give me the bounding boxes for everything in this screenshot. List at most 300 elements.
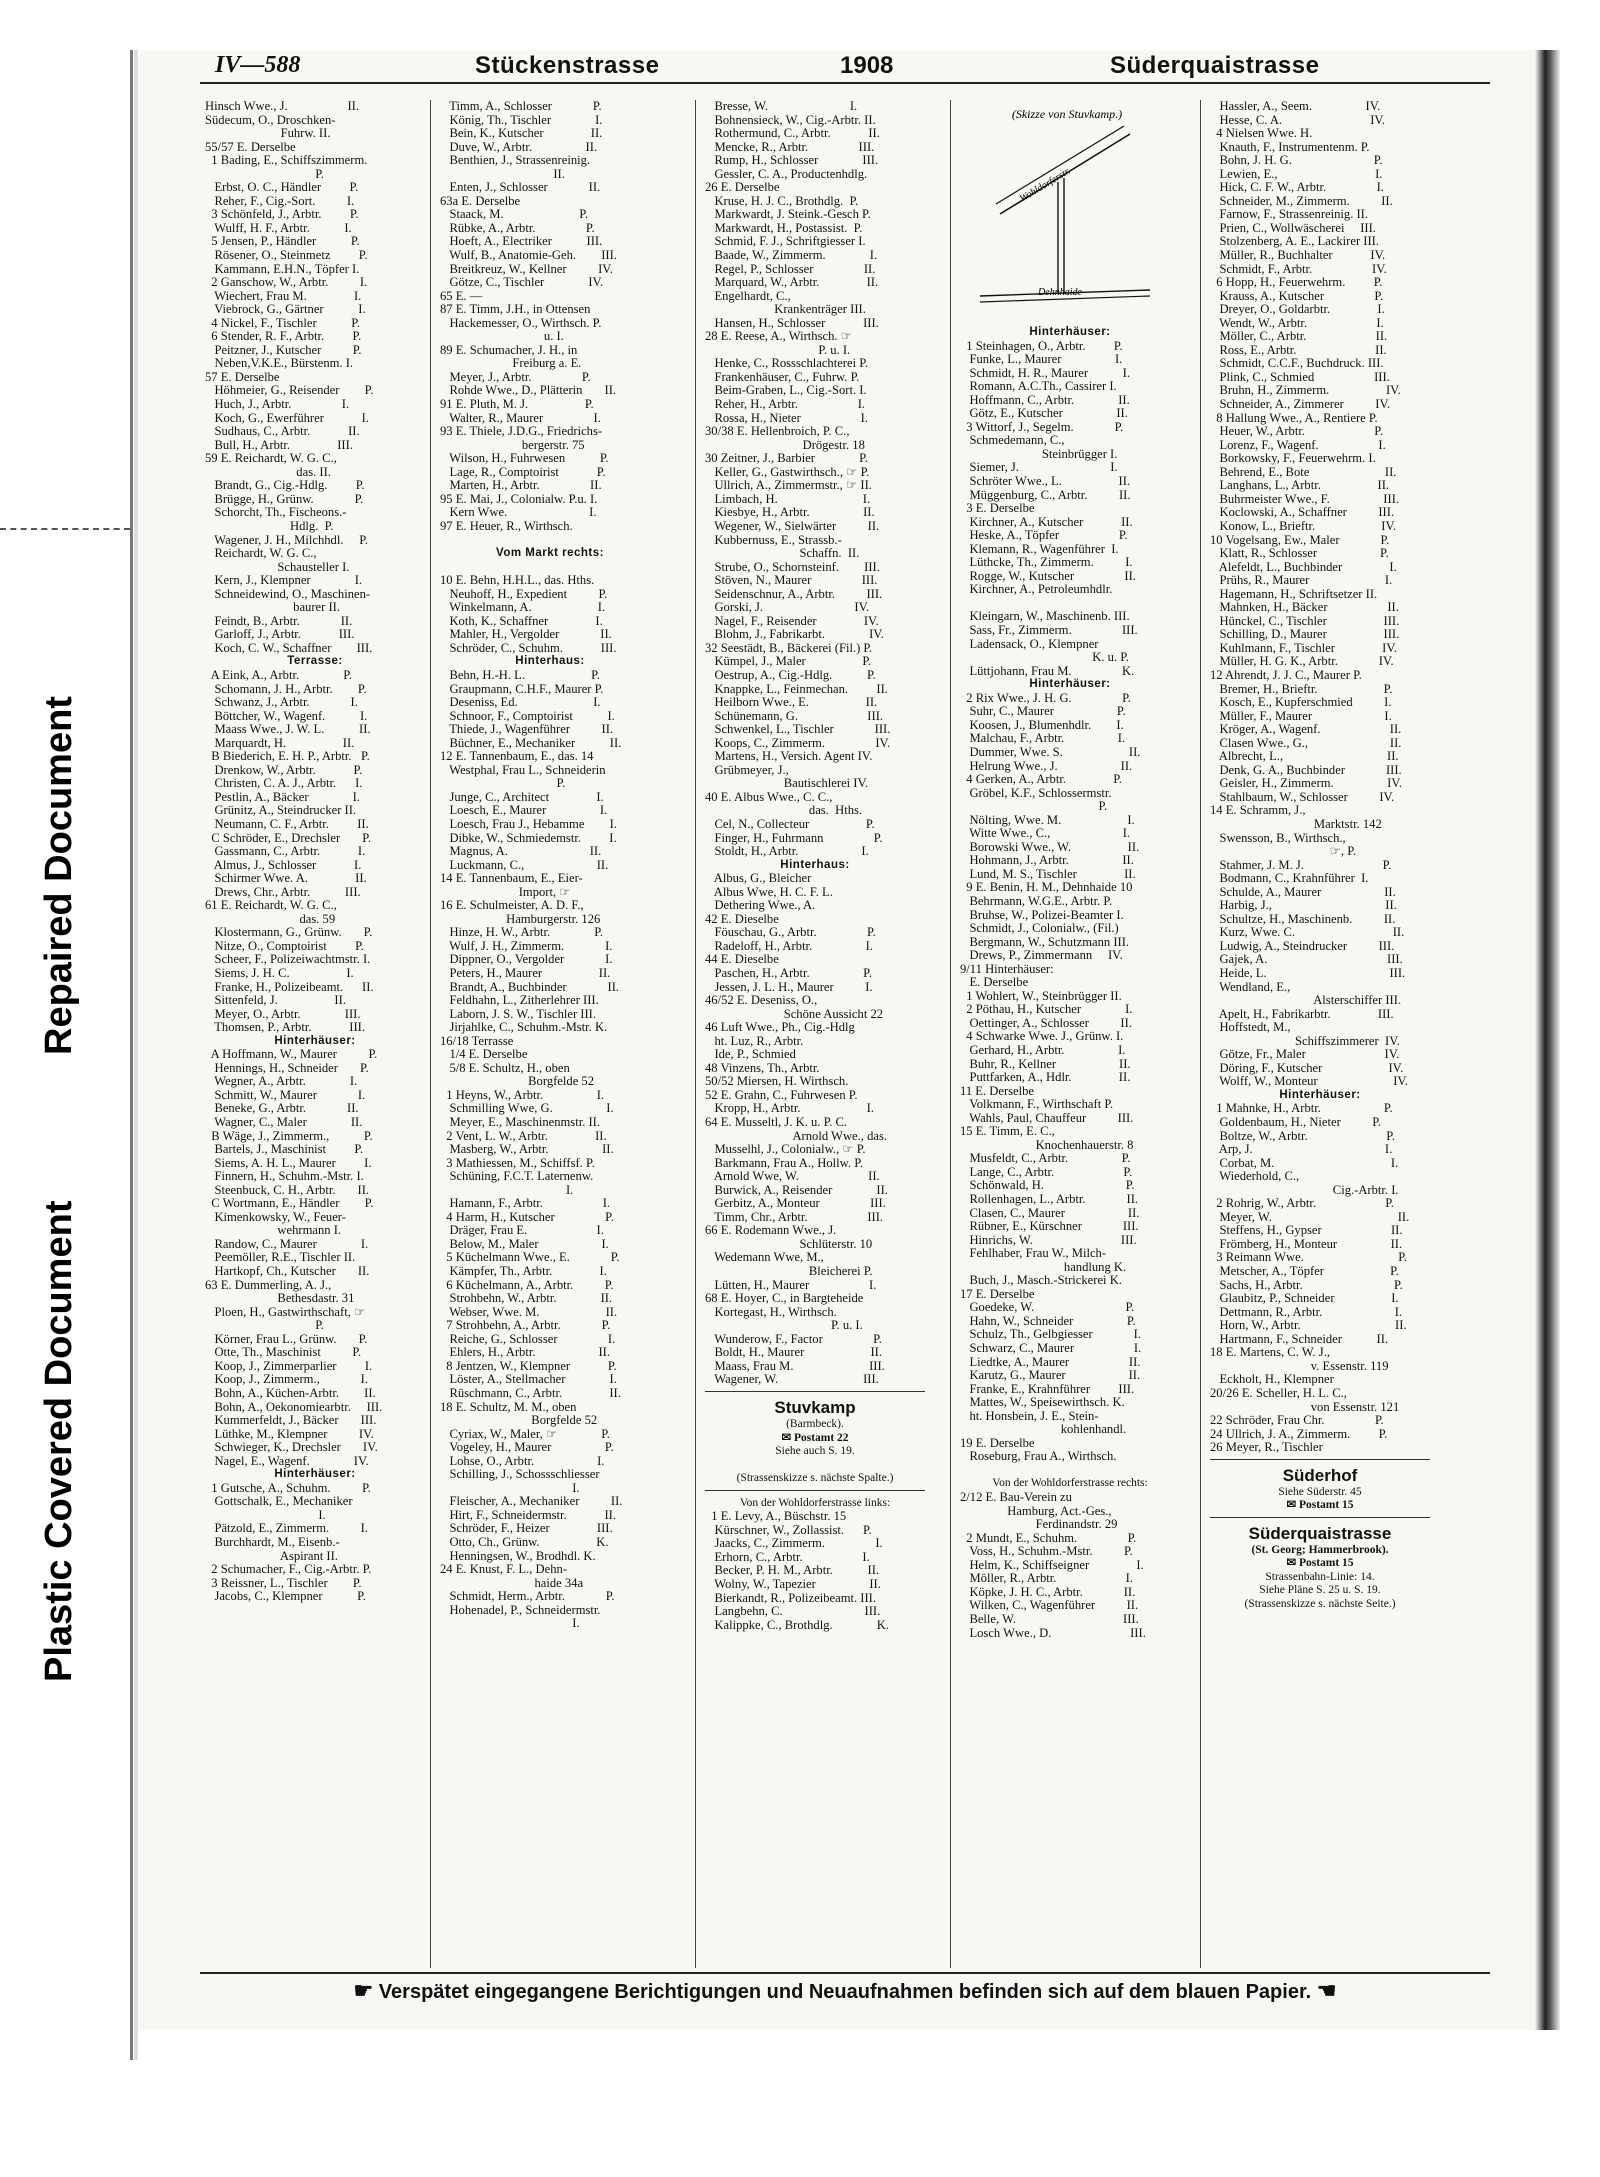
directory-entry: Buhr, R., Kellner II. xyxy=(960,1057,1131,1071)
directory-entry: Prühs, R., Maurer I. xyxy=(1210,574,1393,588)
footer-note xyxy=(200,1978,1490,2004)
directory-entry: 28 E. Reese, A., Wirthsch. ☞ xyxy=(705,330,852,344)
directory-entry: (St. Georg; Hammerbrook). xyxy=(1251,1543,1389,1556)
directory-entry: Wolny, W., Tapezier II. xyxy=(705,1577,881,1591)
directory-entry: 2 Rohrig, W., Arbtr. P. xyxy=(1210,1197,1395,1211)
directory-entry: Hassler, A., Seem. IV. xyxy=(1210,100,1381,113)
directory-entry: 5 Küchelmann Wwe., E. P. xyxy=(440,1251,620,1265)
directory-entry: Bremer, H., Brieftr. P. xyxy=(1210,682,1393,696)
directory-entry: Götze, C., Tischler IV. xyxy=(440,276,604,290)
directory-entry: bergerstr. 75 xyxy=(440,438,585,452)
directory-entry: Schirmer Wwe. A. II. xyxy=(205,872,367,886)
directory-entry: 4 Nielsen Wwe. H. xyxy=(1210,127,1313,141)
directory-entry: Schmidt, Herm., Arbtr. P. xyxy=(440,1590,615,1604)
street-sketch xyxy=(960,104,1175,324)
directory-entry: Helrung Wwe., J. II. xyxy=(960,759,1133,773)
section-rule xyxy=(1210,1517,1430,1524)
directory-entry: 1 E. Levy, A., Büschstr. 15 xyxy=(705,1510,847,1524)
directory-entry: 52 E. Grahn, C., Fuhrwesen P. xyxy=(705,1088,858,1102)
directory-entry: Schulde, A., Maurer II. xyxy=(1210,885,1396,899)
directory-entry: Cig.-Arbtr. I. xyxy=(1210,1183,1399,1197)
directory-entry: Markwardt, J. Steink.-Gesch P. xyxy=(705,208,871,222)
directory-entry: Webser, Wwe. M. II. xyxy=(440,1305,618,1319)
directory-entry: Heide, L. III. xyxy=(1210,967,1406,980)
directory-entry: Schwenkel, L., Tischler III. xyxy=(705,723,891,737)
directory-entry: Breitkreuz, W., Kellner IV. xyxy=(440,262,613,276)
directory-entry: Ullrich, A., Zimmermstr., ☞ II. xyxy=(705,479,872,493)
directory-entry: P. xyxy=(960,800,1108,814)
directory-entry: Müller, H. G. K., Arbtr. IV. xyxy=(1210,655,1394,669)
label-repaired: Repaired Document xyxy=(38,696,80,1055)
directory-entry xyxy=(440,561,660,575)
directory-entry: II. xyxy=(440,167,565,181)
directory-entry: Viebrock, G., Gärtner I. xyxy=(205,303,366,317)
directory-entry: Von der Wohldorferstrasse links: xyxy=(739,1496,891,1509)
footer-rule xyxy=(200,1972,1490,1974)
directory-entry: Langhans, L., Arbtr. II. xyxy=(1210,479,1390,493)
directory-entry: 1 Heyns, W., Arbtr. I. xyxy=(440,1088,605,1102)
directory-entry: Borgfelde 52 xyxy=(440,1075,595,1089)
sketch-road-diag-label: Wohldorferstr. xyxy=(1017,165,1073,205)
directory-entry: Barkmann, Frau A., Hollw. P. xyxy=(705,1156,863,1170)
directory-entry: Gassmann, C., Arbtr. I. xyxy=(205,845,366,859)
directory-entry: 44 E. Dieselbe xyxy=(705,953,779,967)
directory-entry: Schmidt, H. R., Maurer I. xyxy=(960,366,1130,380)
directory-entry: 46 Luft Wwe., Ph., Cig.-Hdlg xyxy=(705,1021,855,1035)
directory-entry: Dettmann, R., Arbtr. I. xyxy=(1210,1305,1403,1319)
directory-entry: Schnoor, F., Comptoirist I. xyxy=(440,709,615,723)
directory-entry: Wagener, J. H., Milchhdl. P. xyxy=(205,533,369,547)
subheading: Hinterhäuser: xyxy=(1029,326,1111,338)
directory-entry: Schmidt, C.C.F., Buchdruck. III. xyxy=(1210,357,1384,371)
directory-entry: C Wortmann, E., Händler P. xyxy=(205,1197,374,1211)
directory-entry: Wegener, W., Sielwärter II. xyxy=(705,519,880,533)
directory-entry: 6 Küchelmann, A., Arbtr. P. xyxy=(440,1278,614,1292)
directory-entry: Föuschau, G., Arbtr. P. xyxy=(705,926,876,940)
directory-entry: Aspirant II. xyxy=(205,1549,338,1563)
directory-entry: Roseburg, Frau A., Wirthsch. xyxy=(960,1450,1117,1464)
directory-entry: Finnern, H., Schuhm.-Mstr. I. xyxy=(205,1170,364,1184)
directory-entry: Ehlers, H., Arbtr. II. xyxy=(440,1346,610,1360)
directory-entry: Vogeley, H., Maurer P. xyxy=(440,1441,614,1455)
directory-entry: Dreyer, O., Goldarbtr. I. xyxy=(1210,303,1385,317)
directory-entry: Suhr, C., Maurer P. xyxy=(960,705,1126,719)
directory-entry: Siems, A. H. L., Maurer I. xyxy=(205,1156,372,1170)
directory-entry: Pätzold, E., Zimmerm. I. xyxy=(205,1522,368,1536)
directory-entry: Peitzner, J., Kutscher P. xyxy=(205,343,362,357)
directory-entry: Konow, L., Brieftr. IV. xyxy=(1210,519,1397,533)
directory-entry: Kiesbye, H., Arbtr. II. xyxy=(705,506,875,520)
directory-entry: P. u. I. xyxy=(705,343,851,357)
directory-entry: 64 E. Musseltl, J. K. u. P. C. xyxy=(705,1116,848,1130)
directory-entry: I. xyxy=(440,1481,580,1495)
directory-entry: Schiffszimmerer IV. xyxy=(1210,1034,1400,1048)
directory-entry: Lütten, H., Maurer I. xyxy=(705,1278,877,1292)
directory-entry: Blohm, J., Fabrikarbt. IV. xyxy=(705,628,884,642)
directory-entry: Schneidewind, O., Maschinen- xyxy=(205,587,371,601)
directory-entry: Goedeke, W. P. xyxy=(960,1301,1135,1315)
directory-entry: Schaffn. II. xyxy=(705,547,860,561)
directory-entry: Knauth, F., Instrumentenm. P. xyxy=(1210,140,1370,154)
directory-entry: 30/38 E. Hellenbroich, P. C., xyxy=(705,425,850,439)
directory-entry: ☞, P. xyxy=(1210,845,1356,859)
directory-entry: Puttfarken, A., Hdlr. II. xyxy=(960,1071,1131,1085)
directory-entry: 2 Vent, L. W., Arbtr. II. xyxy=(440,1129,607,1143)
directory-entry: 3 Schönfeld, J., Arbtr. P. xyxy=(205,208,359,222)
directory-entry: Krankenträger III. xyxy=(705,303,866,317)
directory-entry: Wahls, Paul, Chauffeur III. xyxy=(960,1111,1134,1125)
directory-entry: Schilling, J., Schossschliesser xyxy=(440,1468,600,1482)
directory-entry: Drews, Chr., Arbtr. III. xyxy=(205,885,361,899)
directory-entry: 15 E. Timm, E. C., xyxy=(960,1125,1055,1139)
directory-entry: Schröder, C., Schuhm. III. xyxy=(440,641,617,655)
directory-entry: Paschen, H., Arbtr. P. xyxy=(705,967,872,980)
sketch-road-h-label: Dehnhaide xyxy=(1038,287,1082,298)
directory-entry: Borkowsky, F., Feuerwehrm. I. xyxy=(1210,452,1376,466)
directory-entry: Boltze, W., Arbtr. P. xyxy=(1210,1129,1396,1143)
directory-entry: P. xyxy=(205,1319,324,1333)
column-2 xyxy=(440,100,660,1631)
directory-entry: Löster, A., Stellmacher I. xyxy=(440,1373,617,1387)
directory-entry: Rothermund, C., Arbtr. II. xyxy=(705,127,880,141)
directory-entry: Benthien, J., Strassenreinig. xyxy=(440,154,591,168)
directory-entry: Keller, G., Gastwirthsch., ☞ P. xyxy=(705,465,870,479)
directory-entry: Schwanz, J., Arbtr. I. xyxy=(205,696,358,710)
directory-entry: 97 E. Heuer, R., Wirthsch. xyxy=(440,519,573,533)
directory-entry: A Hoffmann, W., Maurer P. xyxy=(205,1048,378,1062)
directory-entry: Grünitz, A., Steindrucker II. xyxy=(205,804,357,818)
directory-entry: Schöne Aussicht 22 xyxy=(705,1007,884,1021)
directory-entry: 2 Pöthau, H., Kutscher I. xyxy=(960,1003,1133,1017)
directory-entry: 3 Reimann Wwe. P. xyxy=(1210,1251,1408,1265)
directory-entry: Möller, C., Arbtr. II. xyxy=(1210,330,1388,344)
directory-entry: Clasen Wwe., G., II. xyxy=(1210,736,1402,750)
directory-entry: Masberg, W., Arbtr. II. xyxy=(440,1143,614,1157)
directory-entry: Kirchner, A., Kutscher II. xyxy=(960,515,1133,529)
directory-entry: Schröter Wwe., L. II. xyxy=(960,475,1131,489)
directory-entry: Schlüterstr. 10 xyxy=(705,1237,873,1251)
directory-entry: Prien, C., Wollwäscherei III. xyxy=(1210,221,1376,235)
directory-entry: Junge, C., Architect I. xyxy=(440,790,604,804)
directory-entry: Thomsen, P., Arbtr. III. xyxy=(205,1021,365,1035)
directory-entry: Kern Wwe. I. xyxy=(440,506,597,520)
directory-entry: K. u. P. xyxy=(960,651,1129,665)
directory-entry: 5 Jensen, P., Händler P. xyxy=(205,235,360,249)
directory-entry: Mencke, R., Arbtr. III. xyxy=(705,140,875,154)
directory-entry: Henke, C., Rossschlachterei P. xyxy=(705,357,868,371)
directory-entry: Wedemann Wwe, M., xyxy=(705,1251,824,1265)
directory-entry: Stahlbaum, W., Schlosser IV. xyxy=(1210,790,1395,804)
directory-entry: Enten, J., Schlosser II. xyxy=(440,181,601,195)
street-heading: Stuvkamp xyxy=(774,1397,856,1417)
directory-entry: 24 E. Knust, F. L., Dehn- xyxy=(440,1563,568,1577)
directory-entry: Kammann, E.H.N., Töpfer I. xyxy=(205,262,360,276)
pointing-hand-icon: ☚ xyxy=(1316,1978,1337,2003)
page-header xyxy=(200,52,1490,82)
directory-entry: Strassenbahn-Linie: 14. xyxy=(1265,1570,1375,1583)
directory-entry: Peemöller, R.E., Tischler II. xyxy=(205,1251,356,1265)
street-heading: Süderquaistrasse xyxy=(1248,1523,1392,1543)
directory-entry: Import, ☞ xyxy=(440,885,571,899)
directory-entry: 8 Hallung Wwe., A., Rentiere P. xyxy=(1210,411,1378,425)
directory-entry: Hinsch Wwe., J. II. xyxy=(205,100,360,113)
directory-entry: Hick, C. F. W., Arbtr. I. xyxy=(1210,181,1384,195)
directory-entry: Hoffmann, C., Arbtr. II. xyxy=(960,393,1130,407)
directory-entry: Heilborn Wwe., E. II. xyxy=(705,696,878,710)
directory-entry: 20/26 E. Scheller, H. L. C., xyxy=(1210,1386,1347,1400)
directory-entry: Bohn, A., Küchen-Arbtr. II. xyxy=(205,1386,376,1400)
directory-entry: 48 Vinzens, Th., Arbtr. xyxy=(705,1061,820,1075)
directory-entry: Franke, H., Polizeibeamt. II. xyxy=(205,980,374,994)
directory-entry: Müller, R., Buchhalter IV. xyxy=(1210,249,1386,263)
directory-entry: I. xyxy=(205,1508,326,1522)
directory-entry: Bethesdastr. 31 xyxy=(205,1292,355,1306)
directory-entry: Siems, J. H. C. I. xyxy=(205,967,354,980)
directory-entry: Kummerfeldt, J., Bäcker III. xyxy=(205,1414,377,1428)
directory-entry: Glaubitz, P., Schneider I. xyxy=(1210,1292,1399,1306)
directory-entry: Kämpfer, Th., Arbtr. I. xyxy=(440,1265,607,1279)
directory-entry: Koth, K., Schaffner I. xyxy=(440,614,603,628)
directory-entry: Marktstr. 142 xyxy=(1210,817,1382,831)
directory-entry: 1 Bading, E., Schiffszimmerm. xyxy=(205,154,368,168)
directory-entry: Eckholt, H., Klempner xyxy=(1210,1373,1334,1387)
directory-entry: 9/11 Hinterhäuser: xyxy=(960,962,1054,976)
directory-entry: Steenbuck, C. H., Arbtr. II. xyxy=(205,1183,370,1197)
directory-entry: Wiechert, Frau M. I. xyxy=(205,289,362,303)
directory-entry: Höhmeier, G., Reisender P. xyxy=(205,384,374,398)
directory-entry: Scheer, F., Polizeiwachtmstr. I. xyxy=(205,953,371,967)
directory-entry: Arnold Wwe., das. xyxy=(705,1129,888,1143)
directory-entry: Bierkandt, R., Polizeibeamt. III. xyxy=(705,1591,877,1605)
directory-entry: ✉ Postamt 22 xyxy=(781,1431,849,1444)
directory-entry: 10 Vogelsang, Ew., Maler P. xyxy=(1210,533,1390,547)
directory-entry: Meyer, W. II. xyxy=(1210,1210,1410,1224)
directory-entry: Nagel, E., Wagenf. IV. xyxy=(205,1454,369,1468)
directory-entry: I. xyxy=(440,1617,580,1631)
directory-entry: Lüthcke, Th., Zimmerm. I. xyxy=(960,556,1133,570)
directory-entry: Marquardt, H. II. xyxy=(205,736,355,750)
directory-entry: 2 Mundt, E., Schuhm. P. xyxy=(960,1531,1137,1545)
directory-entry: Erbst, O. C., Händler P. xyxy=(205,181,359,195)
directory-entry: Borowski Wwe., W. II. xyxy=(960,840,1140,854)
directory-entry: Lorenz, F., Wagenf. I. xyxy=(1210,438,1386,452)
directory-entry xyxy=(960,597,1180,611)
directory-entry: Behrmann, W.G.E., Arbtr. P. xyxy=(960,894,1113,908)
directory-entry: 93 E. Thiele, J.D.G., Friedrichs- xyxy=(440,425,603,439)
directory-entry: Koch, G., Ewerführer I. xyxy=(205,411,370,425)
directory-entry: Behrend, E., Bote II. xyxy=(1210,465,1397,479)
directory-entry: 12 Ahrendt, J. J. C., Maurer P. xyxy=(1210,668,1362,682)
directory-entry: Schönwald, H. P. xyxy=(960,1179,1135,1193)
directory-entry: Volkmann, F., Wirthschaft P. xyxy=(960,1098,1114,1112)
directory-entry: 2/12 E. Bau-Verein zu xyxy=(960,1491,1072,1505)
directory-entry: Schilling, D., Maurer III. xyxy=(1210,628,1400,642)
directory-entry: Gottschalk, E., Mechaniker xyxy=(205,1495,353,1509)
directory-entry: Steinbrügger I. xyxy=(960,447,1118,461)
directory-entry: Schmid, F. J., Schriftgiesser I. xyxy=(705,235,866,249)
directory-entry: 18 E. Schultz, M. M., oben xyxy=(440,1400,577,1414)
directory-entry: Dippner, O., Vergolder I. xyxy=(440,953,613,967)
directory-entry: Apelt, H., Fabrikarbtr. III. xyxy=(1210,1007,1394,1021)
directory-entry: Hagemann, H., Schriftsetzer II. xyxy=(1210,587,1378,601)
directory-entry: Goldenbaum, H., Nieter P. xyxy=(1210,1116,1382,1130)
header-left-street: Stückenstrasse xyxy=(475,52,660,79)
directory-entry: Siemer, J. I. xyxy=(960,461,1118,475)
directory-entry: Schröder, F., Heizer III. xyxy=(440,1522,613,1536)
directory-entry: Deseniss, Ed. I. xyxy=(440,696,601,710)
directory-entry: Burwick, A., Reisender II. xyxy=(705,1183,888,1197)
directory-entry: Luckmann, C., II. xyxy=(440,858,609,872)
directory-entry: Garloff, J., Arbtr. III. xyxy=(205,628,355,642)
directory-entry: Bresse, W. I. xyxy=(705,100,858,113)
subheading: Hinterhäuser: xyxy=(1029,678,1111,691)
directory-entry: ✉ Postamt 15 xyxy=(1286,1557,1354,1570)
directory-entry: Jessen, J. L. H., Maurer I. xyxy=(705,980,873,994)
directory-entry: 66 E. Rodemann Wwe., J. xyxy=(705,1224,837,1238)
directory-entry: u. I. xyxy=(440,330,564,344)
directory-entry: Metscher, A., Töpfer P. xyxy=(1210,1265,1399,1279)
directory-entry: 8 Jentzen, W., Klempner P. xyxy=(440,1359,617,1373)
directory-entry: Wunderow, F., Factor P. xyxy=(705,1332,882,1346)
directory-entry: Kröger, A., Wagenf. II. xyxy=(1210,723,1402,737)
directory-entry: Lund, M. S., Tischler II. xyxy=(960,867,1136,881)
directory-entry: Radeloff, H., Arbtr. I. xyxy=(705,939,874,953)
directory-entry: Corbat, M. I. xyxy=(1210,1156,1399,1170)
directory-entry: Drenkow, W., Arbtr. P. xyxy=(205,763,363,777)
directory-entry: Regel, P., Schlosser II. xyxy=(705,262,876,276)
directory-entry: Erhorn, C., Arbtr. I. xyxy=(705,1550,870,1564)
directory-entry: Helm, K., Schiffseigner I. xyxy=(960,1558,1144,1572)
section-rule xyxy=(705,1490,925,1497)
directory-entry: Pestlin, A., Bäcker I. xyxy=(205,790,360,804)
directory-entry: Geisler, H., Zimmerm. IV. xyxy=(1210,777,1402,791)
directory-entry: Sachs, H., Arbtr. P. xyxy=(1210,1278,1403,1292)
directory-entry: Wiederhold, C., xyxy=(1210,1170,1300,1184)
directory-entry: P. xyxy=(205,167,324,181)
directory-entry xyxy=(705,1459,925,1473)
directory-entry: Franke, E., Krahnführer III. xyxy=(960,1382,1135,1396)
directory-entry: Grübmeyer, J., xyxy=(705,763,789,777)
directory-entry: 12 E. Tannenbaum, E., das. 14 xyxy=(440,750,594,764)
directory-entry: Witte Wwe., C., I. xyxy=(960,827,1131,841)
directory-entry: Romann, A.C.Th., Cassirer I. xyxy=(960,380,1117,394)
directory-entry: Maass, Frau M. III. xyxy=(705,1359,885,1373)
directory-entry: Kleingarn, W., Maschinenb. III. xyxy=(960,610,1130,624)
directory-entry: Wilken, C., Wagenführer II. xyxy=(960,1599,1139,1613)
directory-entry: Albrecht, L., II. xyxy=(1210,750,1399,764)
directory-entry: Becker, P. H. M., Arbtr. II. xyxy=(705,1564,880,1578)
directory-entry: 6 Stender, R. F., Arbtr. P. xyxy=(205,330,362,344)
edge-dash xyxy=(0,528,130,530)
directory-entry: Christen, C. A. J., Arbtr. I. xyxy=(205,777,363,791)
directory-entry: Behn, H.-H. L. P. xyxy=(440,668,600,682)
directory-entry: Knappke, L., Feinmechan. II. xyxy=(705,682,888,696)
directory-entry: Reher, F., Cig.-Sort. I. xyxy=(205,194,355,208)
directory-entry: Hoffstedt, M., xyxy=(1210,1021,1291,1035)
directory-entry: Kuhlmann, F., Tischler IV. xyxy=(1210,641,1397,655)
directory-entry: Burchhardt, M., Eisenb.- xyxy=(205,1535,340,1549)
directory-entry: Bull, H., Arbtr. III. xyxy=(205,438,353,452)
directory-entry: Schmilling Wwe, G. I. xyxy=(440,1102,614,1116)
directory-entry: Hackemesser, O., Wirthsch. P. xyxy=(440,316,602,330)
directory-entry: Rump, H., Schlosser III. xyxy=(705,154,879,168)
directory-entry: Graupmann, C.H.F., Maurer P. xyxy=(440,682,604,696)
directory-entry: Reichardt, W. G. C., xyxy=(205,547,317,561)
directory-entry: Krauss, A., Kutscher P. xyxy=(1210,289,1384,303)
column-5 xyxy=(1210,100,1430,1612)
directory-entry: 2 Rix Wwe., J. H. G. P. xyxy=(960,691,1131,705)
directory-entry: 46/52 E. Deseniss, O., xyxy=(705,994,818,1008)
column-separator xyxy=(950,100,951,1968)
directory-entry: Hamburgerstr. 126 xyxy=(440,912,601,926)
directory-entry: Drews, P., Zimmermann IV. xyxy=(960,949,1123,963)
directory-entry: haide 34a xyxy=(440,1576,584,1590)
directory-entry: 26 Meyer, R., Tischler xyxy=(1210,1441,1323,1455)
directory-entry: B Biederich, E. H. P., Arbtr. P. xyxy=(205,750,370,764)
directory-entry: Strohbehn, W., Arbtr. II. xyxy=(440,1292,613,1306)
directory-entry: Schneider, M., Zimmerm. II. xyxy=(1210,194,1393,208)
directory-entry: Dräger, Frau E. I. xyxy=(440,1224,604,1238)
directory-entry: 55/57 E. Derselbe xyxy=(205,140,296,154)
directory-entry: 24 Ullrich, J. A., Zimmerm. P. xyxy=(1210,1427,1388,1441)
directory-entry: Neumann, C. F., Arbtr. II. xyxy=(205,817,369,831)
directory-entry: Funke, L., Maurer I. xyxy=(960,353,1123,367)
directory-entry: Ladensack, O., Klempner xyxy=(960,637,1099,651)
directory-entry: Kortegast, H., Wirthsch. xyxy=(705,1305,837,1319)
directory-entry: 7 Strohbehn, A., Arbtr. P. xyxy=(440,1319,611,1333)
directory-entry: Ferdinandstr. 29 xyxy=(960,1518,1118,1532)
directory-entry: Rollenhagen, L., Arbtr. II. xyxy=(960,1193,1139,1206)
directory-entry: Jacobs, C., Klempner P. xyxy=(205,1590,366,1604)
directory-entry: Stahmer, J. M. J. P. xyxy=(1210,858,1392,872)
directory-entry: Marten, H., Arbtr. II. xyxy=(440,479,602,493)
directory-entry: Dummer, Wwe. S. II. xyxy=(960,745,1141,759)
header-page-number: IV—588 xyxy=(215,52,301,78)
directory-entry: Lohse, O., Arbtr. I. xyxy=(440,1454,605,1468)
directory-entry: Knochenhauerstr. 8 xyxy=(960,1138,1134,1152)
directory-entry: Maass Wwe., J. W. L. II. xyxy=(205,723,371,737)
directory-entry: Rossa, H., Nieter I. xyxy=(705,411,868,425)
directory-entry: Schultze, H., Maschinenb. II. xyxy=(1210,912,1396,926)
directory-entry: (Strassenskizze s. nächste Seite.) xyxy=(1244,1597,1396,1610)
directory-entry: Hennings, H., Schneider P. xyxy=(205,1061,369,1075)
directory-entry: 4 Schwarke Wwe. J., Grünw. I. xyxy=(960,1030,1124,1044)
directory-entry: Kurz, Wwe. C. II. xyxy=(1210,926,1405,940)
directory-entry: Musfeldt, C., Arbtr. P. xyxy=(960,1152,1131,1166)
directory-entry: 18 E. Martens, C. W. J., xyxy=(1210,1346,1330,1360)
directory-entry: Harbig, J., II. xyxy=(1210,899,1397,913)
directory-entry: Reher, H., Arbtr. I. xyxy=(705,398,866,412)
directory-entry: 3 Wittorf, J., Segelm. P. xyxy=(960,420,1124,434)
directory-entry: Liedtke, A., Maurer II. xyxy=(960,1355,1141,1369)
directory-entry: Strube, O., Schornsteinf. III. xyxy=(705,560,880,574)
directory-entry: Ploen, H., Gastwirthschaft, ☞ xyxy=(205,1305,366,1319)
directory-entry: Alsterschiffer III. xyxy=(1210,994,1402,1008)
directory-entry: Peters, H., Maurer II. xyxy=(440,967,611,980)
directory-entry: ht. Luz, R., Arbtr. xyxy=(705,1034,804,1048)
directory-entry: Koosen, J., Blumenhdlr. I. xyxy=(960,718,1124,732)
directory-entry: Martens, H., Versich. Agent IV. xyxy=(705,750,873,764)
directory-entry: Winkelmann, A. I. xyxy=(440,601,606,615)
label-plastic: Plastic Covered Document xyxy=(38,1200,80,1682)
directory-entry: Wolff, W., Monteur IV. xyxy=(1210,1075,1409,1089)
directory-entry: kohlenhandl. xyxy=(960,1423,1127,1437)
directory-entry: Siehe Pläne S. 25 u. S. 19. xyxy=(1259,1584,1381,1597)
directory-entry: 11 E. Derselbe xyxy=(960,1084,1035,1098)
column-1 xyxy=(205,100,425,1604)
directory-entry: Freiburg a. E. xyxy=(440,357,582,371)
directory-entry: Musselhl, J., Colonialw., ☞ P. xyxy=(705,1143,866,1157)
